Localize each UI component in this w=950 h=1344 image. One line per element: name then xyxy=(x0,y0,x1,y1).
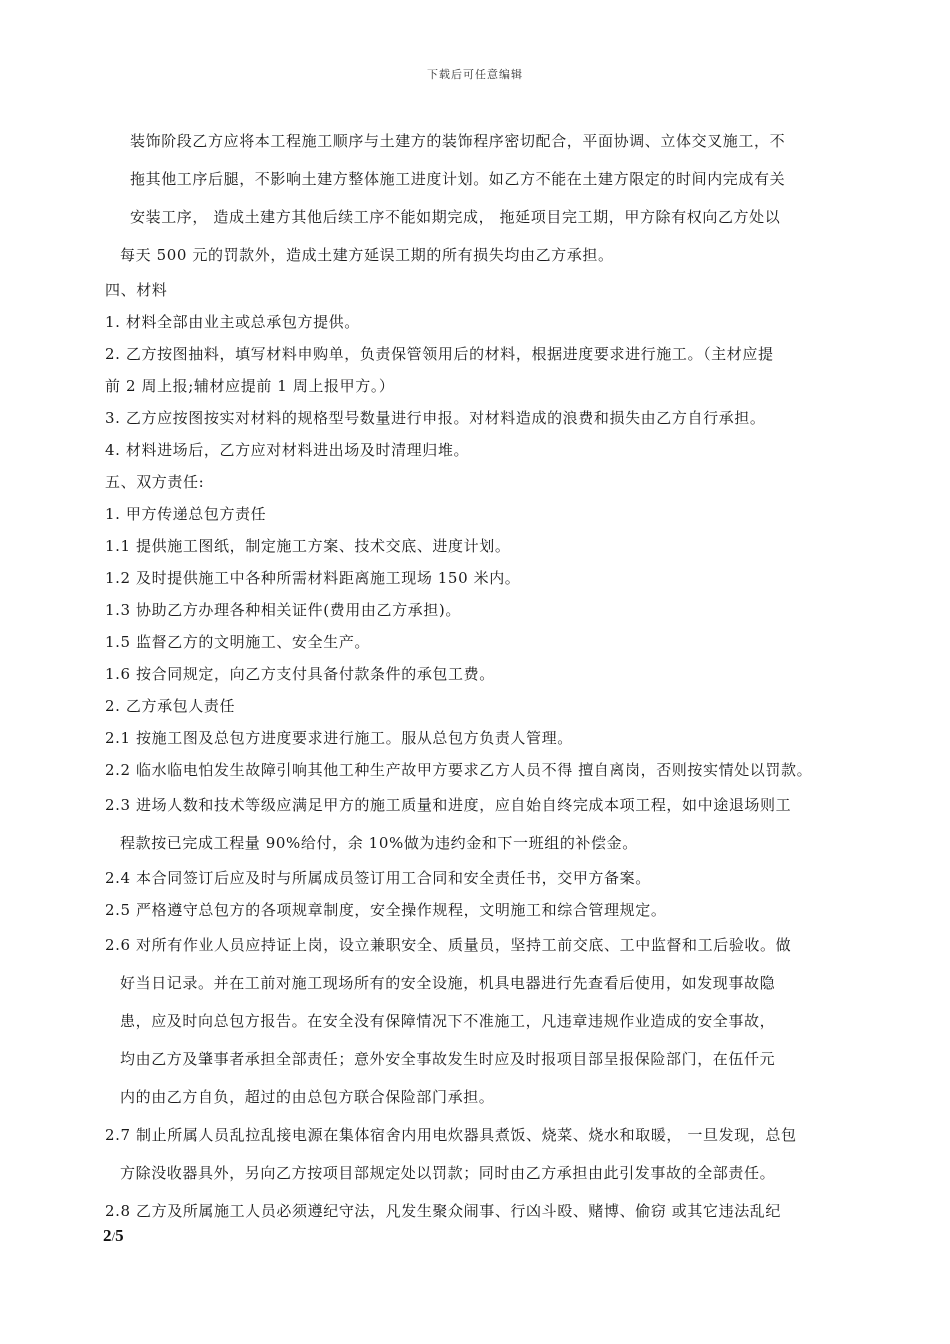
list-item: 2.5 严格遵守总包方的各项规章制度，安全操作规程，文明施工和综合管理规定。 xyxy=(105,901,667,919)
page-total: 5 xyxy=(115,1226,124,1245)
list-item: 4. 材料进场后，乙方应对材料进出场及时清理归堆。 xyxy=(105,441,470,459)
document-body xyxy=(105,122,850,1230)
list-item: 2.2 临水临电怕发生故障引响其他工种生产故甲方要求乙方人员不得 擅自离岗，否则按实情处以罚款。 xyxy=(105,761,813,779)
list-item: 2.8 乙方及所属施工人员必须遵纪守法，凡发生聚众闹事、行凶斗殴、赌博、偷窃 或其它违法乱纪 xyxy=(105,1202,781,1220)
list-item: 1.1 提供施工图纸，制定施工方案、技术交底、进度计划。 xyxy=(105,537,511,555)
paragraph-line: 拖其他工序后腿，不影响土建方整体施工进度计划。如乙方不能在土建方限定的时间内完成有关 xyxy=(130,170,786,188)
list-item-continuation: 程款按已完成工程量 90%给付，余 10%做为违约金和下一班组的补偿金。 xyxy=(120,834,638,852)
list-item: 1.5 监督乙方的文明施工、安全生产。 xyxy=(105,633,371,651)
list-item-continuation: 均由乙方及肇事者承担全部责任；意外安全事故发生时应及时报项目部呈报保险部门，在伍仟元 xyxy=(120,1050,776,1068)
list-item: 2.3 进场人数和技术等级应满足甲方的施工质量和进度，应自始自终完成本项工程，如中途退场则工 xyxy=(105,796,792,814)
paragraph-line: 安装工序， 造成土建方其他后续工序不能如期完成， 拖延项目完工期，甲方除有权向乙方处以 xyxy=(130,208,781,226)
list-item: 1.6 按合同规定，向乙方支付具备付款条件的承包工费。 xyxy=(105,665,495,683)
paragraph-line: 装饰阶段乙方应将本工程施工顺序与土建方的装饰程序密切配合，平面协调、立体交叉施工，不 xyxy=(130,132,786,150)
list-item: 2. 乙方按图抽料，填写材料申购单，负责保管领用后的材料，根据进度要求进行施工。（主材应提 xyxy=(105,345,774,363)
subsection-heading: 1. 甲方传递总包方责任 xyxy=(105,505,267,523)
page-separator: / xyxy=(111,1229,116,1244)
list-item-continuation: 前 2 周上报;辅材应提前 1 周上报甲方。） xyxy=(105,377,395,395)
subsection-heading: 2. 乙方承包人责任 xyxy=(105,697,236,715)
section-heading: 五、双方责任: xyxy=(105,473,205,491)
list-item-continuation: 好当日记录。并在工前对施工现场所有的安全设施，机具电器进行先查看后使用，如发现事故隐 xyxy=(120,974,776,992)
paragraph-line: 每天 500 元的罚款外，造成土建方延误工期的所有损失均由乙方承担。 xyxy=(120,246,614,264)
list-item: 1.3 协助乙方办理各种相关证件(费用由乙方承担)。 xyxy=(105,601,461,619)
header-note: 下载后可任意编辑 xyxy=(427,68,523,81)
list-item: 3. 乙方应按图按实对材料的规格型号数量进行申报。对材料造成的浪费和损失由乙方自行承担。 xyxy=(105,409,766,427)
page-current: 2 xyxy=(103,1226,112,1245)
list-item: 1. 材料全部由业主或总承包方提供。 xyxy=(105,313,360,331)
list-item: 2.7 制止所属人员乱拉乱接电源在集体宿舍内用电炊器具煮饭、烧菜、烧水和取暖， 一旦发现，总包 xyxy=(105,1126,797,1144)
page-number xyxy=(103,1226,124,1246)
list-item: 2.1 按施工图及总包方进度要求进行施工。服从总包方负责人管理。 xyxy=(105,729,573,747)
list-item: 1.2 及时提供施工中各种所需材料距离施工现场 150 米内。 xyxy=(105,569,521,587)
section-heading: 四、材料 xyxy=(105,281,168,299)
list-item-continuation: 内的由乙方自负，超过的由总包方联合保险部门承担。 xyxy=(120,1088,495,1106)
list-item-continuation: 患，应及时向总包方报告。在安全没有保障情况下不准施工，凡违章违规作业造成的安全事故， xyxy=(120,1012,776,1030)
list-item: 2.4 本合同签订后应及时与所属成员签订用工合同和安全责任书，交甲方备案。 xyxy=(105,869,651,887)
list-item-continuation: 方除没收器具外，另向乙方按项目部规定处以罚款；同时由乙方承担由此引发事故的全部责任。 xyxy=(120,1164,776,1182)
list-item: 2.6 对所有作业人员应持证上岗，设立兼职安全、质量员，坚持工前交底、工中监督和工后验收。做 xyxy=(105,936,792,954)
